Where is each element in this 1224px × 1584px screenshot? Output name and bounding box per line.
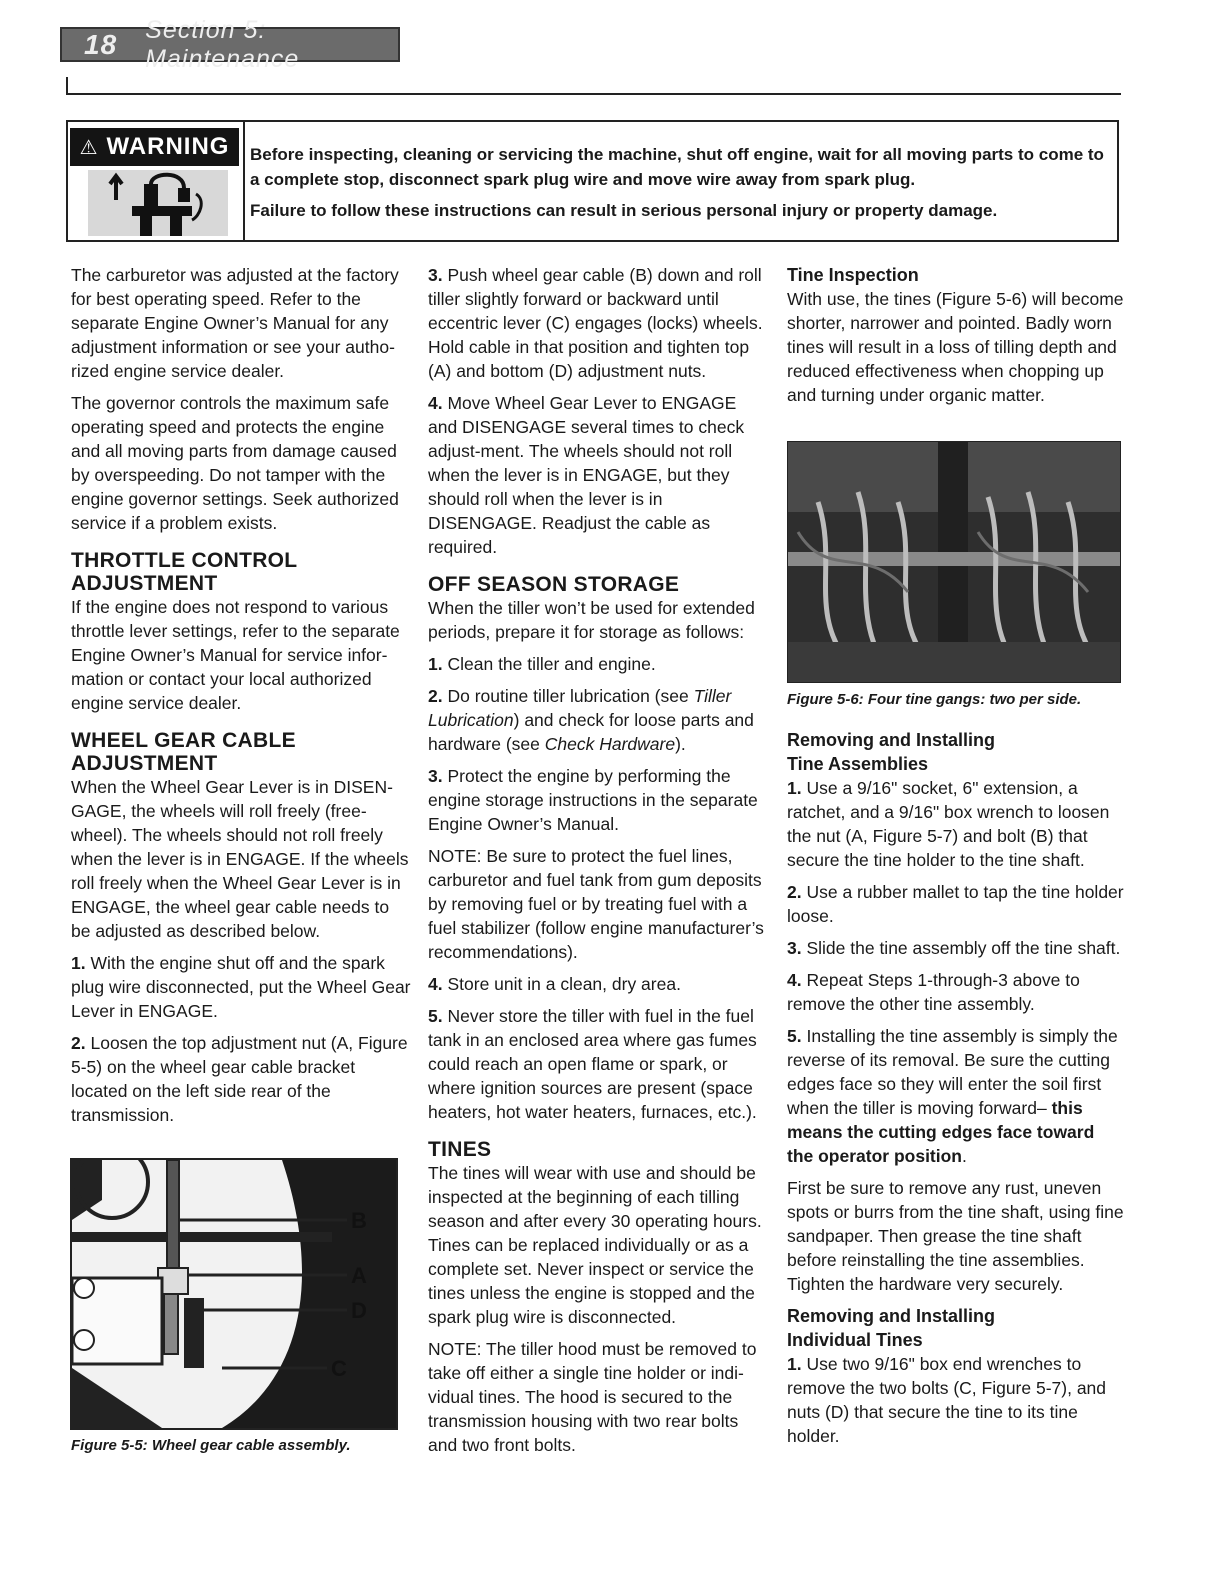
step-text: Store unit in a clean, dry area. (447, 974, 681, 994)
tines-heading: TINES (428, 1138, 492, 1161)
figure-label-c: C (331, 1356, 347, 1381)
step-text: ). (675, 734, 686, 754)
header-tick (66, 77, 68, 94)
column-3 (787, 263, 1125, 415)
storage-step-2 (428, 684, 770, 756)
individual-step-1 (787, 1352, 1125, 1448)
assembly-step-3 (787, 936, 1125, 960)
warning-text (250, 142, 1110, 229)
storage-step-4 (428, 972, 770, 996)
step-text: Installing the tine assembly is simply the reverse of its removal. Be sure the cutting edges face so they will enter the soil first when the tiller is moving forward– (787, 1026, 1118, 1118)
step-text: With the engine shut off and the spark plug wire disconnected, put the Wheel Gear Lever in ENGAGE. (71, 953, 411, 1021)
figure-5-5-caption: Figure 5-5: Wheel gear cable assembly. (71, 1437, 351, 1454)
wheel-step-1 (71, 951, 411, 1023)
tiller-lubrication-reference: Tiller Lubrication (428, 686, 732, 730)
step-number: 4. (428, 393, 443, 413)
step-text: Loosen the top adjustment nut (A, Figure 5-5) on the wheel gear cable bracket located on the left side rear of the transmission. (71, 1033, 408, 1125)
storage-step-3 (428, 764, 770, 836)
tine-inspection-heading: Tine Inspection (787, 265, 919, 285)
column-2 (428, 263, 770, 1465)
figure-label-b: B (351, 1208, 367, 1233)
governor-paragraph: The governor controls the maximum safe operating speed and protects the engine and all moving parts from damage caused by overspeeding. Do not tamper with the engine governor settings. Seek authorized service if a problem exists. (71, 393, 399, 533)
page-number: 18 (84, 28, 118, 60)
check-hardware-reference: Check Hardware (544, 734, 676, 754)
tine-assemblies-heading-1: Removing and Installing (787, 730, 996, 750)
step-number: 5. (428, 1006, 443, 1026)
header-rule (66, 93, 1121, 95)
step-number: 3. (428, 766, 443, 786)
tine-inspection-paragraph: With use, the tines (Figure 5-6) will become shorter, narrower and pointed. Badly worn tines will result in a loss of tilling depth and reduced effectiveness when chopping up and turning under organic matter. (787, 289, 1124, 405)
figure-5-6-caption: Figure 5-6: Four tine gangs: two per side. (787, 691, 1082, 708)
storage-intro: When the tiller won’t be used for extended periods, prepare it for storage as follows: (428, 598, 755, 642)
cutting-edge-emphasis: this means the cutting edges face toward the operator position (787, 1098, 1095, 1166)
step-text: Never store the tiller with fuel in the fuel tank in an enclosed area where gas fumes could reach an open flame or spark, or where ignition sources are present (space heaters, hot water heaters, furnaces, etc.). (428, 1006, 757, 1122)
step-text: Push wheel gear cable (B) down and roll tiller slightly forward or backward until eccentric lever (C) engages (locks) wheels. Hold cable in that position and tighten top (A) and bottom (D) adjustment nuts. (428, 265, 763, 381)
warning-label (70, 128, 239, 166)
column-3-lower (787, 728, 1125, 1456)
tines-paragraph: The tines will wear with use and should be inspected at the beginning of each tilling season and after every 30 operating hours. Tines can be replaced individually or as a complete set. Never inspect or service the tines unless the engine is stopped and the spark plug wire is disconnected. (428, 1163, 762, 1327)
warning-box (66, 120, 1119, 242)
step-text: Do routine tiller lubrication (see (447, 686, 694, 706)
throttle-heading: THROTTLE CONTROL ADJUSTMENT (71, 549, 298, 595)
step-text: Slide the tine assembly off the tine shaft. (806, 938, 1121, 958)
step-number: 4. (428, 974, 443, 994)
spark-plug-disconnect-icon (88, 170, 228, 236)
step-text: ) and check for loose parts and hardware (see (428, 710, 754, 754)
individual-tines-heading-1: Removing and Installing (787, 1306, 996, 1326)
step-number: 3. (787, 938, 802, 958)
step-number: 2. (71, 1033, 86, 1053)
section-header-bar (60, 15, 400, 73)
figure-5-5-image (70, 1158, 398, 1430)
step-number: 1. (428, 654, 443, 674)
storage-step-1 (428, 652, 770, 676)
individual-tines-heading-2: Individual Tines (787, 1330, 923, 1350)
warning-line-1: Before inspecting, cleaning or servicing the machine, shut off engine, wait for all moving parts to come to a complete stop, disconnect spark plug wire and move wire away from spark plug. (250, 145, 1104, 189)
warning-badge-panel (68, 122, 245, 240)
assembly-step-5 (787, 1024, 1125, 1168)
step-number: 2. (428, 686, 443, 706)
column-1 (71, 263, 411, 1135)
step-text: Use two 9/16" box end wrenches to remove the two bolts (C, Figure 5-7), and nuts (D) that secure the tine to its tine holder. (787, 1354, 1107, 1446)
fuel-note: NOTE: Be sure to protect the fuel lines, carburetor and fuel tank from gum deposits by removing fuel or by treating fuel with a fuel stabilizer (follow engine manufacturer’s recommendations). (428, 846, 764, 962)
grease-paragraph: First be sure to remove any rust, uneven spots or burrs from the tine shaft, using fine sandpaper. Then grease the tine shaft before reinstalling the tine assemblies. Tighten the hardware very securely. (787, 1178, 1124, 1294)
step-text: . (962, 1146, 967, 1166)
wheel-step-4 (428, 391, 770, 559)
step-text: Move Wheel Gear Lever to ENGAGE and DISENGAGE several times to check adjust-ment. The wheels should not roll when the lever is in ENGAGE, but they should roll when the lever is in DISENGAGE. Readjust the cable as required. (428, 393, 745, 557)
step-number: 3. (428, 265, 443, 285)
step-text: Protect the engine by performing the engine storage instructions in the separate Engine Owner’s Manual. (428, 766, 758, 834)
step-text: Repeat Steps 1-through-3 above to remove the other tine assembly. (787, 970, 1080, 1014)
step-number: 5. (787, 1026, 802, 1046)
step-text: Clean the tiller and engine. (447, 654, 656, 674)
assembly-step-1 (787, 776, 1125, 872)
step-number: 1. (787, 778, 802, 798)
warning-label-text: WARNING (106, 133, 230, 160)
hood-note: NOTE: The tiller hood must be removed to take off either a single tine holder or indi-vidual tines. The hood is secured to the transmission housing with two rear bolts and two front bolts. (428, 1339, 757, 1455)
step-number: 1. (71, 953, 86, 973)
assembly-step-4 (787, 968, 1125, 1016)
tine-gangs-photo (788, 442, 1120, 682)
wheel-gear-paragraph: When the Wheel Gear Lever is in DISEN-GAGE, the wheels will roll freely (free-wheel). The wheels should not roll freely when the lever is in ENGAGE. If the wheels roll freely when the Wheel Gear Lever is in ENGAGE, the wheel gear cable needs to be adjusted as described below. (71, 777, 409, 941)
tine-assemblies-heading-2: Tine Assemblies (787, 754, 929, 774)
carburetor-paragraph: The carburetor was adjusted at the factory for best operating speed. Refer to the separate Engine Owner’s Manual for any adjustment information or see your autho-rized engine service dealer. (71, 265, 399, 381)
wheel-gear-heading: WHEEL GEAR CABLE ADJUSTMENT (71, 729, 296, 775)
storage-heading: OFF SEASON STORAGE (428, 573, 680, 596)
wheel-step-2 (71, 1031, 411, 1127)
warning-line-2: Failure to follow these instructions can result in serious personal injury or property damage. (250, 201, 998, 220)
step-text: Use a rubber mallet to tap the tine holder loose. (787, 882, 1124, 926)
step-text: Use a 9/16" socket, 6" extension, a ratchet, and a 9/16" box wrench to loosen the nut (A, Figure 5-7) and bolt (B) that secure the tine holder to the tine shaft. (787, 778, 1110, 870)
wheel-step-3 (428, 263, 770, 383)
storage-step-5 (428, 1004, 770, 1124)
wheel-gear-cable-illustration (72, 1160, 396, 1428)
figure-5-6-image (787, 441, 1121, 683)
section-title: Section 5: Maintenance (145, 15, 300, 73)
warning-triangle-icon: ⚠ (79, 136, 99, 159)
step-number: 4. (787, 970, 802, 990)
step-number: 1. (787, 1354, 802, 1374)
figure-label-d: D (351, 1298, 367, 1323)
throttle-paragraph: If the engine does not respond to various throttle lever settings, refer to the separate Engine Owner’s Manual for service infor-mation or contact your local authorized engine service dealer. (71, 597, 400, 713)
assembly-step-2 (787, 880, 1125, 928)
figure-label-a: A (351, 1263, 367, 1288)
step-number: 2. (787, 882, 802, 902)
